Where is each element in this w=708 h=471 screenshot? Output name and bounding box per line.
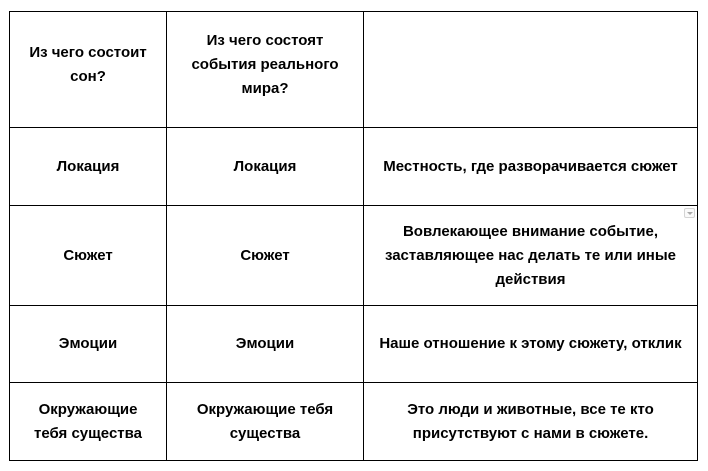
table-cell[interactable]: Это люди и животные, все те кто присутствуют с нами в сюжете. <box>364 383 698 461</box>
table-row <box>10 128 698 206</box>
table-cell[interactable]: Наше отношение к этому сюжету, отклик <box>364 306 698 383</box>
table-cell-with-menu[interactable] <box>364 206 698 306</box>
header-cell-description[interactable] <box>364 12 698 128</box>
table-cell[interactable]: Окружающие тебя существа <box>10 383 167 461</box>
table-cell[interactable]: Эмоции <box>167 306 364 383</box>
table-row <box>10 206 698 306</box>
table-cell-text: Вовлекающее внимание событие, заставляющее нас делать те или иные действия <box>384 222 677 288</box>
header-cell-dream[interactable]: Из чего состоит сон? <box>10 12 167 128</box>
header-cell-real-events[interactable]: Из чего состоят события реального мира? <box>167 12 364 128</box>
table-cell[interactable]: Сюжет <box>10 206 167 306</box>
table-cell[interactable]: Эмоции <box>10 306 167 383</box>
table-row <box>10 383 698 461</box>
comparison-table <box>9 11 698 461</box>
table-cell[interactable]: Местность, где разворачивается сюжет <box>364 128 698 206</box>
table-cell[interactable]: Локация <box>167 128 364 206</box>
table-header-row <box>10 12 698 128</box>
chevron-down-icon[interactable] <box>684 208 695 218</box>
table-cell[interactable]: Локация <box>10 128 167 206</box>
table-cell[interactable]: Окружающие тебя существа <box>167 383 364 461</box>
table-row <box>10 306 698 383</box>
table-cell[interactable]: Сюжет <box>167 206 364 306</box>
